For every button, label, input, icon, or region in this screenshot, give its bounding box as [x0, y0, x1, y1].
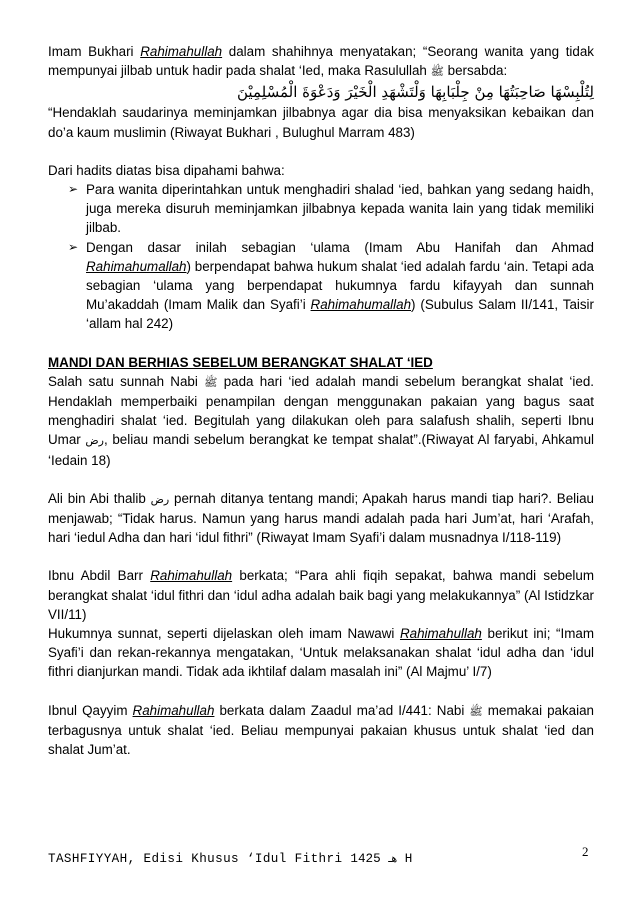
list-item: [48, 180, 594, 238]
honorific-rahimahullah: Rahimahullah: [399, 626, 482, 642]
text: Ibnu Abdil Barr: [48, 568, 151, 584]
list-item: [48, 238, 594, 334]
arabic-hadith: لِتُلْبِسْهَا صَاحِبَتُهَا مِنْ جِلْبَابِهَا وَلْتَشْهَدِ الْخَيْرَ وَدَعْوَةَ الْمُسْلِمِيْنَ: [237, 83, 594, 102]
footer-text: TASHFIYYAH, Edisi Khusus ‘Idul Fithri: [48, 852, 351, 866]
footer-year: 1425 H: [350, 852, 413, 866]
text: berkata; “Para ahli fiqih sepakat, bahwa mandi sebelum berangkat shalat ‘idul fithri dan ‘idul adha adalah baik bagi yang melakukannya” (Al Istidzkar VII/11): [48, 568, 594, 622]
text: Dengan dasar inilah sebagian ‘ulama (Imam Abu Hanifah dan Ahmad: [86, 239, 594, 255]
page-footer: [48, 852, 594, 866]
honorific-rahimahumallah: Rahimahumallah: [310, 297, 412, 313]
list-item-text: Para wanita diperintahkan untuk menghadiri shalad ‘ied, bahkan yang sedang haidh, juga mereka disuruh meminjamkan jilbabnya kepada wanita lain yang tidak memiliki jilbab.: [86, 182, 594, 236]
document-body: [48, 42, 594, 759]
paragraph-intro: [48, 42, 594, 81]
text: berkata dalam Zaadul ma’ad I/441: Nabi: [214, 702, 470, 718]
radhiyallahu-honorific: رض: [85, 434, 104, 448]
saw-honorific: ﷺ: [469, 704, 483, 718]
radhiyallahu-honorific: رض: [150, 492, 170, 506]
text: Hukumnya sunnat, seperti dijelaskan oleh imam Nawawi: [48, 626, 400, 642]
text: ) (Subulus Salam II/141, Taisir ‘allam hal 242): [86, 297, 594, 332]
paragraph-translation: “Hendaklah saudarinya meminjamkan jilbabnya agar dia bisa menyaksikan kebaikan dan do’a kaum muslimin (Riwayat Bukhari , Bulughul Marram 483): [48, 105, 594, 140]
paragraph-ibnu-abdil-barr: [48, 566, 594, 624]
honorific-rahimahullah: Rahimahullah: [132, 702, 215, 718]
saw-honorific: ﷺ: [430, 65, 444, 79]
paragraph-conclusion-intro: Dari hadits diatas bisa dipahami bahwa:: [48, 162, 285, 178]
bullet-list: [48, 180, 594, 334]
text: dalam shahihnya menyatakan; “Seorang wanita yang tidak mempunyai jilbab untuk hadir pada shalat ‘Ied, maka Rasulullah: [48, 44, 594, 79]
honorific-rahimahullah: Rahimahullah: [150, 568, 233, 584]
text: Imam Bukhari: [48, 44, 141, 59]
text: pernah ditanya tentang mandi; Apakah harus mandi tiap hari?. Beliau menjawab; “Tidak harus. Namun yang harus mandi adalah pada hari Jum’at, hari ‘Arafah, hari ‘iedul Adha dan hari ‘idul fithri” (Riwayat Imam Syafi’i dalam musnadnya I/118-119): [48, 490, 594, 546]
text: pada hari ‘ied adalah mandi sebelum berangkat shalat ‘ied. Hendaklah memperbaiki penampilan dengan menggunakan pakaian yang bagus saat menghadiri shalat ‘ied. Begitulah yang dilakukan oleh para salafush shalih, seperti Ibnu Umar: [48, 373, 594, 448]
text: Ibnul Qayyim: [48, 702, 133, 718]
arrow-bullet-icon: ➢: [68, 182, 79, 197]
text: Salah satu sunnah Nabi: [48, 373, 205, 389]
text: bersabda:: [443, 63, 508, 79]
saw-honorific: ﷺ: [204, 375, 218, 389]
paragraph-sunnah: [48, 372, 594, 470]
hijri-glyph: هـ: [388, 852, 398, 865]
paragraph-ibnul-qayyim: [48, 701, 594, 760]
section-heading: MANDI DAN BERHIAS SEBELUM BERANGKAT SHALAT ‘IED: [48, 354, 433, 370]
arrow-bullet-icon: ➢: [68, 239, 79, 254]
page-number: 2: [582, 844, 589, 859]
text: berikut ini; “Imam Syafi’i dan rekan-rekannya mengatakan, ‘Untuk melaksanakan shalat ‘idul adha dan ‘idul fithri dianjurkan mandi. Tidak ada ikhtilaf dalam masalah ini” (Al Majmu’ I/7): [48, 626, 594, 680]
paragraph-ali: [48, 489, 594, 548]
text: , beliau mandi sebelum berangkat ke tempat shalat”.(Riwayat Al faryabi, Ahkamul ‘Iedain 18): [48, 432, 594, 468]
text: ) berpendapat bahwa hukum shalat ‘ied adalah fardu ‘ain. Tetapi ada sebagian ‘ulama yang berpendapat hukumnya fardu kifayyah dan sunnah Mu’akaddah (Imam Malik dan Syafi’i: [86, 258, 594, 313]
honorific-rahimahullah: Rahimahullah: [140, 44, 223, 59]
paragraph-nawawi: [48, 624, 594, 682]
text: memakai pakaian terbagusnya untuk shalat ‘ied. Beliau mempunyai pakaian khusus untuk shalat ‘ied dan shalat Jum’at.: [48, 702, 594, 758]
text: Ali bin Abi thalib: [48, 490, 151, 506]
honorific-rahimahumallah: Rahimahumallah: [86, 258, 187, 274]
